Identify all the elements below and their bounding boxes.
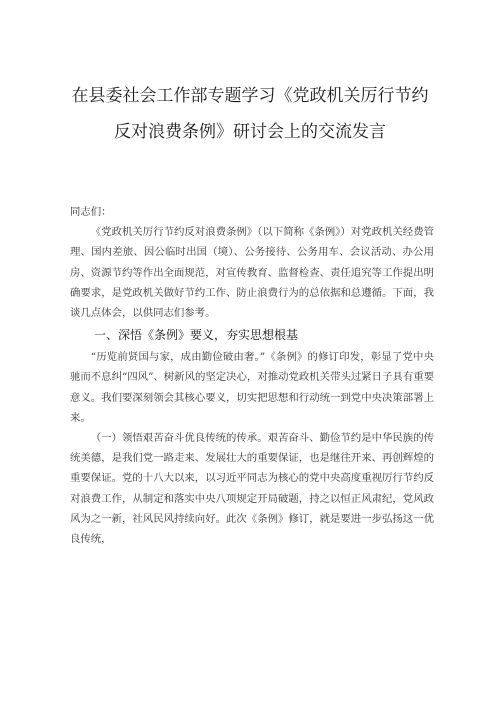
document-title: 在县委社会工作部专题学习《党政机关厉行节约反对浪费条例》研讨会上的交流发言 [71, 86, 429, 142]
document-body [70, 202, 434, 549]
salutation: 同志们： [70, 206, 112, 218]
intro-paragraph: 《党政机关厉行节约反对浪费条例》（以下简称《条例》）对党政机关经费管理、国内差旅、因公临时出国（境）、公务接待、公务用车、会议活动、办公用房、资源节约等作出全面规范，对宣传教育、监督检查、责任追究等工作提出明确要求，是党政机关做好节约工作、防止浪费行为的总依据和总遵循。下面，我谈几点体会，以供同志们参考。 [70, 226, 434, 320]
section-heading-1: 一、深悟《条例》要义，夯实思想根基 [94, 328, 299, 343]
section1-paragraph-1: “历览前贤国与家，成由勤俭破由奢。”《条例》的修订印发，彰显了党中央驰而不息纠“四风”、树新风的坚定决心，对推动党政机关带头过紧日子具有重要意义。我们要深刻领会其核心要义，切实把思想和行动统一到党中央决策部署上来。 [70, 351, 434, 424]
section1-paragraph-2: （一）领悟艰苦奋斗优良传统的传承。艰苦奋斗、勤俭节约是中华民族的传统美德，是我们党一路走来、发展壮大的重要保证，也是继往开来、再创辉煌的重要保证。党的十八大以来，以习近平同志为核心的党中央高度重视厉行节约反对浪费工作，从制定和落实中央八项规定开局破题，持之以恒正风肃纪，党风政风为之一新，社风民风持续向好。此次《条例》修订，就是要进一步弘扬这一优良传统， [70, 432, 434, 546]
